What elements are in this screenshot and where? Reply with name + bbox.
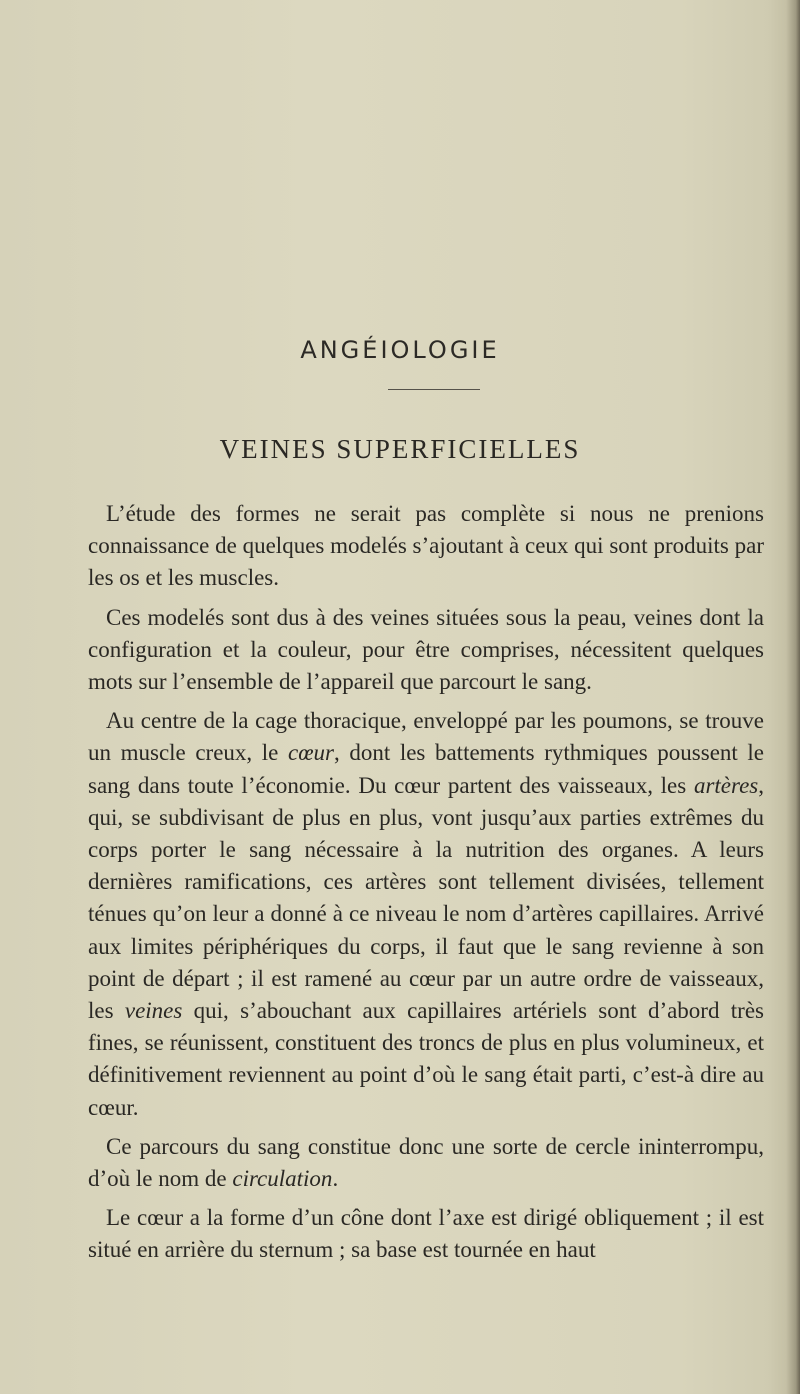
text-run: Au centre de la cage thoracique, enveloppé par les poumons, se trouve un muscle creux, le — [88, 708, 764, 766]
body-text — [88, 498, 764, 1274]
italic-term: veines — [124, 998, 183, 1024]
paragraph — [88, 498, 764, 595]
text-run: , qui, se subdivisant de plus en plus, vont jusqu’aux parties extrêmes du corps porter le sang nécessaire à la nutrition des organes. A leurs dernières ramifications, ces artères sont tellement divisées, tellement ténues qu’on leur a donné à ce niveau le nom d’artères capillaires. Arrivé aux limites périphériques du corps, il faut que le sang revienne à son point de départ ; il est ramené au cœur par un autre ordre de vaisseaux, les — [88, 772, 764, 1024]
italic-term: artères — [693, 772, 759, 798]
text-run: . — [332, 1166, 339, 1192]
paragraph — [88, 705, 764, 1124]
text-run: Le cœur a la forme d’un cône dont l’axe est dirigé obliquement ; il est situé en arrière du sternum ; sa base est tournée en haut — [88, 1205, 764, 1263]
text-run: , dont les battements rythmiques poussent le sang dans toute l’économie. Du cœur partent des vaisseaux, les — [88, 740, 764, 798]
paragraph — [88, 1131, 764, 1195]
text-run: L’étude des formes ne serait pas complète si nous ne prenions connaissance de quelques modelés s’ajoutant à ceux qui sont produits par les os et les muscles. — [88, 501, 764, 591]
page-edge-shadow — [786, 0, 800, 1394]
text-run: qui, s’abouchant aux capillaires artériels sont d’abord très fines, se réunissent, constituent des troncs de plus en plus volumineux, et définitivement reviennent au point d’où le sang était parti, c’est-à dire au cœur. — [88, 998, 764, 1120]
text-run: Ces modelés sont dus à des veines situées sous la peau, veines dont la configuration et la couleur, pour être comprises, nécessitent quelques mots sur l’ensemble de l’appareil que parcourt le sang. — [88, 604, 764, 695]
paragraph — [88, 1202, 764, 1266]
paragraph — [88, 602, 764, 699]
title-rule — [388, 389, 480, 390]
text-run: Ce parcours du sang constitue donc une sorte de cercle ininterrompu, d’où le nom de — [88, 1133, 764, 1192]
chapter-subtitle: VEINES SUPERFICIELLES — [219, 434, 581, 464]
italic-term: circulation — [232, 1166, 333, 1192]
italic-term: cœur — [287, 740, 334, 766]
section-title: ANGÉIOLOGIE — [300, 336, 500, 364]
